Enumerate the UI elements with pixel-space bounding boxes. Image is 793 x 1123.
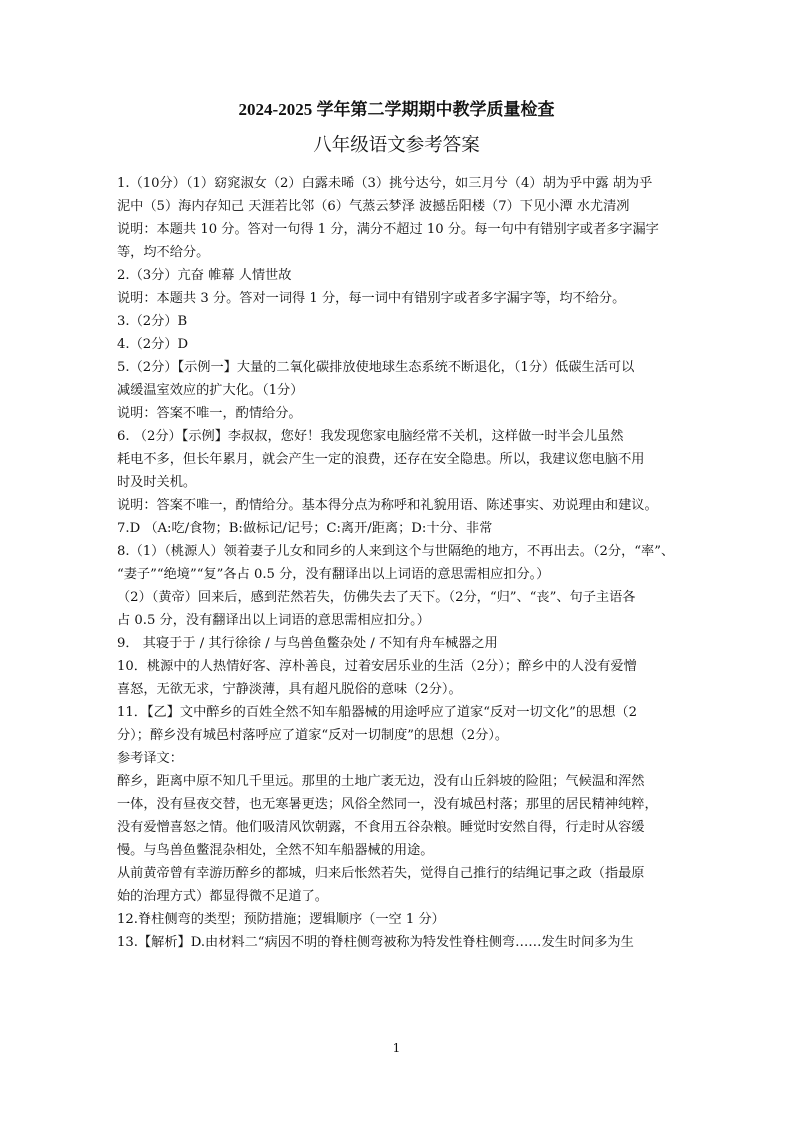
text-line: 等，均不给分。: [117, 245, 210, 260]
text-line: 一体，没有昼夜交替，也无寒暑更迭；风俗全然同一，没有城邑村落；那里的居民精神纯粹，: [117, 797, 658, 812]
text-line: 慢。与鸟兽鱼鳖混杂相处，全然不知车船器械的用途。: [117, 843, 434, 858]
text-line: 分）；醉乡没有城邑村落呼应了道家“反对一切制度”的思想（2分）。: [117, 728, 509, 743]
answer-body: [117, 172, 687, 954]
document-subtitle: 八年级语文参考答案: [313, 135, 480, 156]
text-line: （2）（黄帝）回来后，感到茫然若失，仿佛失去了天下。（2分，“归”、“丧”、句子主语各: [117, 590, 636, 605]
text-line: 6. （2分）【示例】李叔叔，您好！我发现您家电脑经常不关机，这样做一时半会儿虽然: [117, 429, 624, 444]
document-title: 2024-2025 学年第二学期期中教学质量检查: [238, 100, 555, 119]
text-line: 说明：答案不唯一，酌情给分。基本得分点为称呼和礼貌用语、陈述事实、劝说理由和建议。: [117, 498, 658, 513]
text-line: 2.（3分）亢奋 帷幕 人情世故: [117, 268, 292, 283]
text-line: 耗电不多，但长年累月，就会产生一定的浪费，还存在安全隐患。所以，我建议您电脑不用: [117, 452, 645, 467]
text-line: 12.脊柱侧弯的类型；预防措施；逻辑顺序（一空 1 分）: [117, 912, 445, 927]
text-line: 说明：本题共 10 分。答对一句得 1 分，满分不超过 10 分。每一句中有错别字或者多字漏字: [117, 222, 659, 237]
text-line: 从前黄帝曾有幸游历醉乡的都城，归来后怅然若失，觉得自己推行的结绳记事之政（指最原: [117, 866, 645, 881]
text-line: 10．桃源中的人热情好客、淳朴善良，过着安居乐业的生活（2分）；醉乡中的人没有爱憎: [117, 659, 637, 674]
text-line: 7.D （A:吃/食物；B:做标记/记号；C:离开/距离；D:十分、非常: [117, 521, 493, 536]
page-number: 1: [392, 1041, 401, 1055]
text-line: 泥中（5）海内存知己 天涯若比邻（6）气蒸云梦泽 波撼岳阳楼（7）下见小潭 水尤清冽: [117, 199, 630, 214]
text-line: 时及时关机。: [117, 475, 197, 490]
text-line: 参考译文：: [117, 751, 183, 766]
text-line: 5.（2分）【示例一】大量的二氧化碳排放使地球生态系统不断退化，（1分）低碳生活可以: [117, 360, 635, 375]
text-line: 8.（1）（桃源人）领着妻子儿女和同乡的人来到这个与世隔绝的地方，不再出去。（2分，“率”、: [117, 544, 675, 559]
text-line: 说明：答案不唯一，酌情给分。: [117, 406, 302, 421]
text-line: 醉乡，距离中原不知几千里远。那里的土地广袤无边，没有山丘斜坡的险阻；气候温和浑然: [117, 774, 645, 789]
text-line: 9． 其寝于于 / 其行徐徐 / 与鸟兽鱼鳖杂处 / 不知有舟车械器之用: [117, 636, 498, 651]
text-line: 1.（10分）（1）窈窕淑女（2）白露未晞（3）挑兮达兮，如三月兮（4）胡为乎中露 胡为乎: [117, 176, 653, 191]
text-line: 喜怒，无欲无求，宁静淡薄，具有超凡脱俗的意味（2分）。: [117, 682, 462, 697]
text-line: 11．【乙】文中醉乡的百姓全然不知车船器械的用途呼应了道家“反对一切文化”的思想（2: [117, 705, 637, 720]
text-line: 4.（2分）D: [117, 337, 189, 352]
text-line: 13.【解析】D.由材料二“病因不明的脊柱侧弯被称为特发性脊柱侧弯……发生时间多为生: [117, 935, 634, 950]
text-line: 始的治理方式）都显得微不足道了。: [117, 889, 328, 904]
text-line: 占 0.5 分，没有翻译出以上词语的意思需相应扣分。）: [117, 613, 430, 628]
text-line: “妻子”“绝境”“复”各占 0.5 分，没有翻译出以上词语的意思需相应扣分。）: [117, 567, 550, 582]
text-line: 没有爱憎喜怒之情。他们吸清风饮朝露，不食用五谷杂粮。睡觉时安然自得，行走时从容缓: [117, 820, 645, 835]
text-line: 说明：本题共 3 分。答对一词得 1 分，每一词中有错别字或者多字漏字等，均不给分。: [117, 291, 626, 306]
text-line: 3.（2分）B: [117, 314, 188, 329]
text-line: 减缓温室效应的扩大化。（1分）: [117, 383, 304, 398]
